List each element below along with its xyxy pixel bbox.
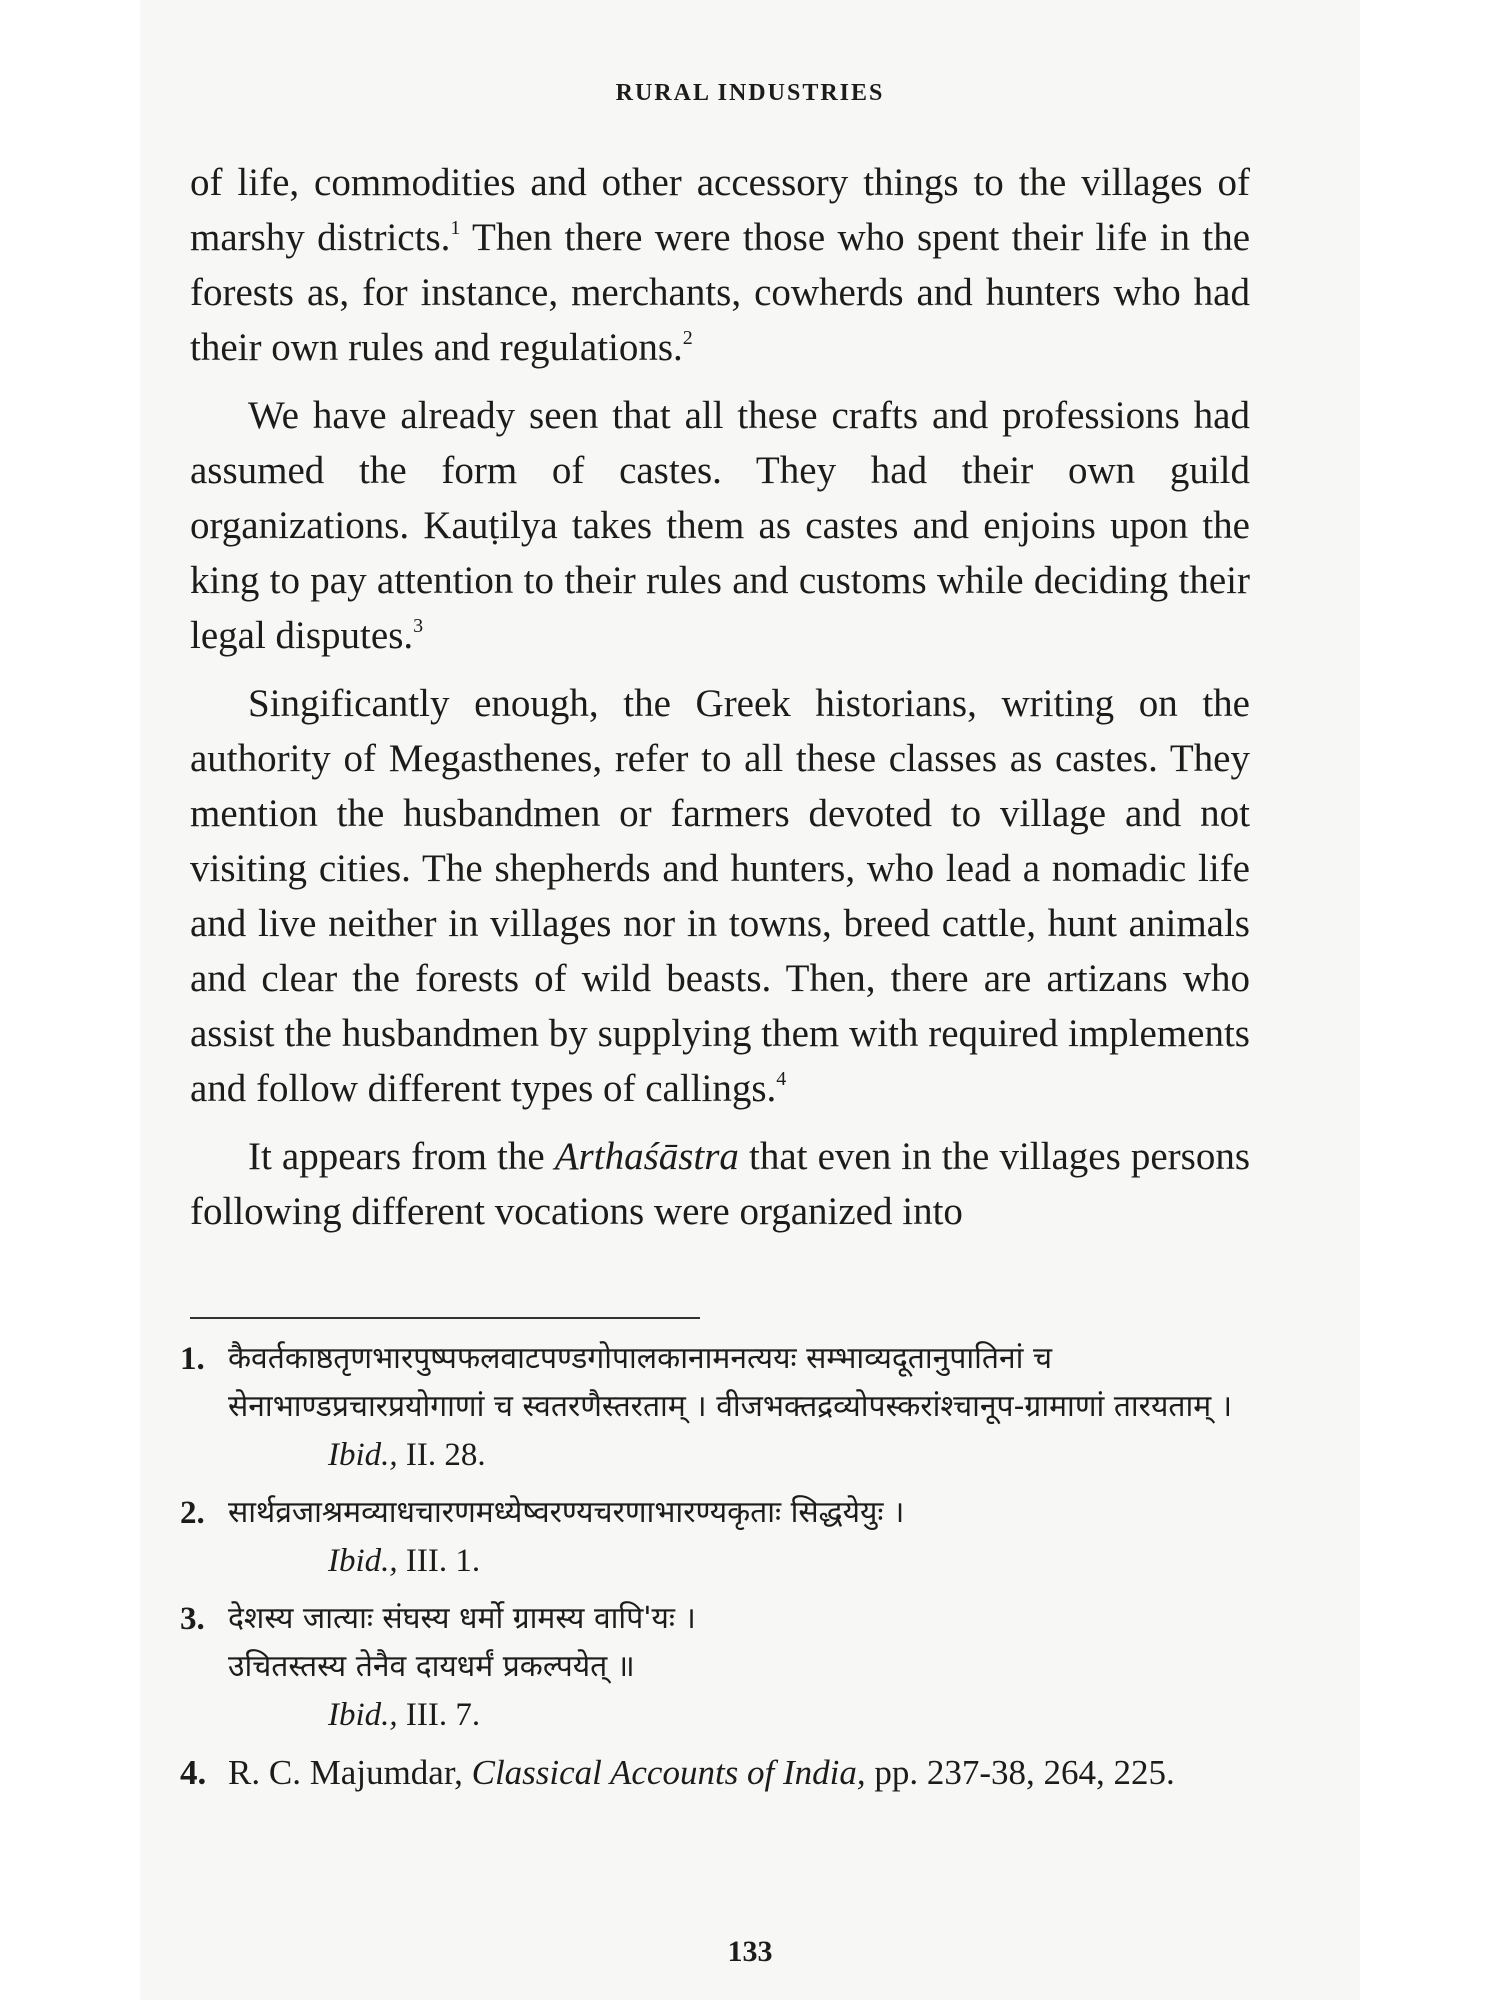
footnote-ref-4: 4 xyxy=(776,1068,787,1090)
footnote-number: 3. xyxy=(180,1601,205,1637)
footnote-number: 2. xyxy=(180,1495,205,1531)
footnote-sanskrit-text: कैवर्तकाष्ठतृणभारपुष्पफलवाटपण्डगोपालकानामनत्ययः सम्भाव्यदूतानुपातिनां च सेनाभाण्डप्रचारप्रयोगाणां च स्वतरणैस्तरताम् । वीजभक्तद्रव्योपस्करांश्चानूप-ग्रामाणां तारयताम् । xyxy=(228,1341,1233,1424)
book-page xyxy=(140,0,1360,2000)
footnote-1 xyxy=(180,1335,1260,1479)
footnote-2 xyxy=(180,1489,1260,1585)
footnote-sanskrit-line-2: उचितस्तस्य तेनैव दायधर्मं प्रकल्पयेत् ॥ xyxy=(228,1649,635,1684)
paragraph-3-text: Singificantly enough, the Greek historians, writing on the authority of Megasthenes, refer to all these classes as castes. They mention the husbandmen or farmers devoted to village and not visiting cities. The shepherds and hunters, who lead a nomadic life and live neither in villages nor in towns, breed cattle, hunt animals and clear the forests of wild beasts. Then, there are artizans who assist the husbandmen by supplying them with required implements and follow different types of callings. xyxy=(190,682,1250,1110)
paragraph-4 xyxy=(190,1129,1250,1239)
paragraph-2-text: We have already seen that all these crafts and professions had assumed the form of castes. They had their own guild organizations. Kauṭilya takes them as castes and enjoins upon the king to pay attention to their rules and customs while deciding their legal disputes. xyxy=(190,394,1250,657)
footnote-ref-1: 1 xyxy=(450,217,461,239)
footnote-sanskrit-line-1: देशस्य जात्याः संघस्य धर्मो ग्रामस्य वापि'यः । xyxy=(228,1601,696,1636)
footnote-sanskrit-text: सार्थव्रजाश्रमव्याधचारणमध्येष्वरण्यचरणाभारण्यकृताः सिद्धयेयुः । xyxy=(228,1495,905,1530)
footnote-number: 1. xyxy=(180,1341,205,1377)
footnote-ref-2: 2 xyxy=(682,327,693,349)
footnote-number: 4. xyxy=(180,1753,207,1792)
footnote-3 xyxy=(180,1595,1260,1739)
paragraph-2 xyxy=(190,388,1250,663)
body-text xyxy=(190,155,1250,1252)
paragraph-3 xyxy=(190,676,1250,1116)
paragraph-1 xyxy=(190,155,1250,375)
footnote-citation: Ibid., III. 7. xyxy=(328,1697,481,1733)
footnote-citation: R. C. Majumdar, Classical Accounts of India, pp. 237-38, 264, 225. xyxy=(228,1753,1175,1792)
paragraph-4-text-b: that even in the villages persons following different vocations were organized into xyxy=(190,1135,1251,1233)
footnote-citation: Ibid., II. 28. xyxy=(328,1437,486,1473)
running-head: RURAL INDUSTRIES xyxy=(615,80,885,106)
book-title-arthashastra: Arthaśāstra xyxy=(554,1135,739,1178)
footnotes xyxy=(180,1335,1260,1807)
paragraph-1-text-b: Then there were those who spent their life in the forests as, for instance, merchants, cowherds and hunters who had their own rules and regulations. xyxy=(190,216,1250,369)
cited-book-title: Classical Accounts of India, xyxy=(471,1753,866,1792)
paragraph-1-text-a: of life, commodities and other accessory things to the villages of marshy districts. xyxy=(190,161,1250,259)
footnote-divider xyxy=(190,1317,700,1319)
footnote-citation: Ibid., III. 1. xyxy=(328,1543,481,1579)
page-number: 133 xyxy=(727,1935,773,1968)
paragraph-4-text-a: It appears from the xyxy=(248,1135,555,1178)
footnote-4 xyxy=(180,1749,1260,1797)
footnote-ref-3: 3 xyxy=(413,615,424,637)
